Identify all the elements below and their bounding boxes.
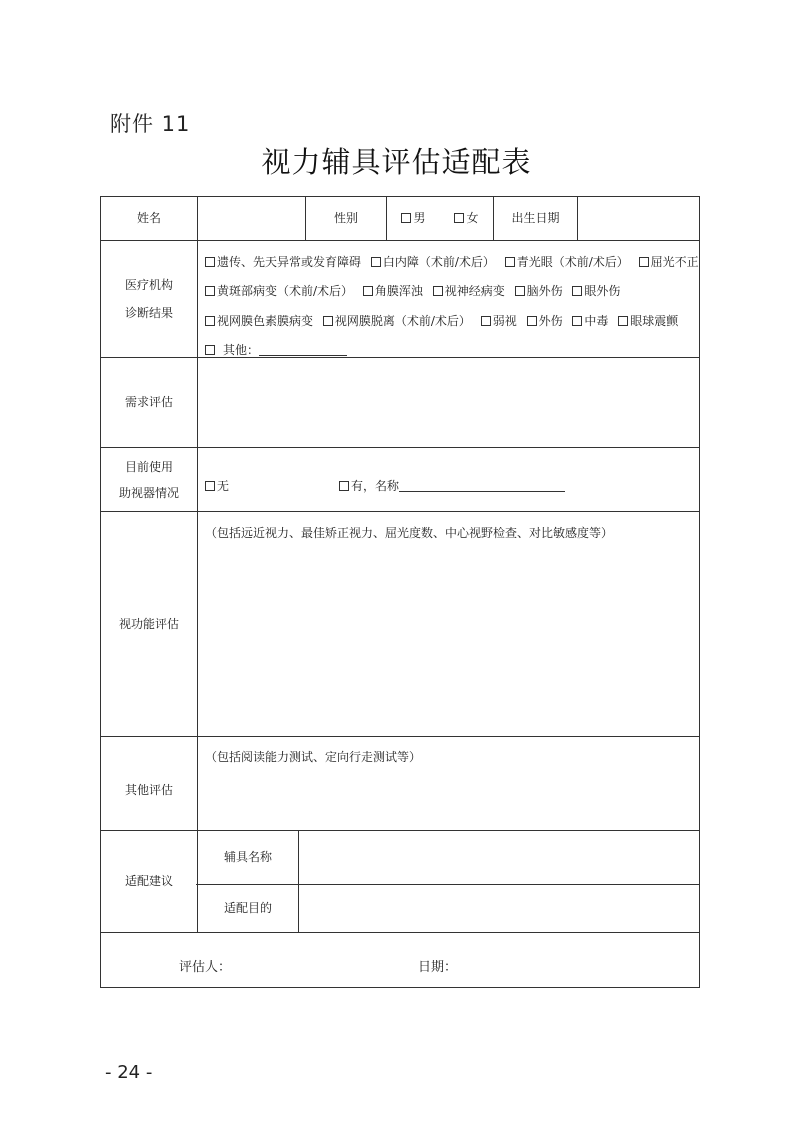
diagnosis-option[interactable]: 视网膜色素膜病变 — [205, 314, 313, 328]
checkbox-icon — [572, 316, 582, 326]
diagnosis-option[interactable]: 眼球震颤 — [618, 314, 678, 328]
diagnosis-option[interactable]: 中毒 — [572, 314, 608, 328]
checkbox-icon — [572, 286, 582, 296]
other-label: 其他： — [223, 343, 260, 357]
female-option[interactable] — [454, 207, 478, 230]
checkbox-icon — [205, 316, 215, 326]
col-divider — [197, 197, 198, 932]
checkbox-icon — [363, 286, 373, 296]
checkbox-icon — [205, 481, 215, 491]
checkbox-icon — [401, 213, 411, 223]
needs-label: 需求评估 — [124, 395, 173, 409]
name-field[interactable] — [198, 197, 305, 240]
checkbox-icon — [433, 286, 443, 296]
aid-name-label: 辅具名称 — [223, 850, 272, 864]
female-label: 女 — [466, 211, 479, 225]
needs-field[interactable] — [198, 358, 699, 447]
aid-name-line[interactable] — [399, 480, 565, 492]
checkbox-icon — [618, 316, 628, 326]
gender-options — [387, 197, 493, 240]
checkbox-icon — [515, 286, 525, 296]
checkbox-icon — [505, 257, 515, 267]
assessment-form — [100, 196, 700, 988]
checkbox-icon — [481, 316, 491, 326]
diagnosis-option[interactable]: 青光眼（术前/术后） — [505, 255, 629, 269]
assessor-label: 评估人： — [179, 960, 232, 975]
purpose-field[interactable] — [299, 885, 699, 932]
diagnosis-option[interactable]: 外伤 — [527, 314, 563, 328]
diagnosis-option[interactable]: 视网膜脱离（术前/术后） — [323, 314, 471, 328]
vision-function-label: 视功能评估 — [118, 616, 179, 631]
male-label: 男 — [413, 211, 426, 225]
page-number: - 24 - — [105, 1062, 153, 1083]
checkbox-icon — [323, 316, 333, 326]
diagnosis-option[interactable]: 脑外伤 — [515, 284, 563, 298]
current-aid-label: 目前使用 助视器情况 — [118, 459, 179, 500]
diagnosis-line-1 — [205, 253, 699, 270]
other-eval-label: 其他评估 — [124, 783, 173, 797]
current-aid-none[interactable]: 无 — [205, 477, 229, 494]
diagnosis-option[interactable]: 白内障（术前/术后） — [371, 255, 495, 269]
diagnosis-option[interactable]: 屈光不正 — [639, 255, 699, 269]
diagnosis-line-2 — [205, 282, 620, 299]
male-option[interactable] — [401, 207, 425, 230]
diagnosis-line-3 — [205, 312, 678, 329]
diagnosis-option[interactable]: 黄斑部病变（术前/术后） — [205, 284, 353, 298]
birth-date-field[interactable] — [578, 197, 699, 240]
purpose-label: 适配目的 — [223, 901, 272, 915]
diagnosis-other[interactable] — [205, 341, 347, 358]
attachment-label: 附件 11 — [110, 112, 191, 136]
checkbox-icon — [527, 316, 537, 326]
checkbox-icon — [205, 345, 215, 355]
diagnosis-option[interactable]: 遗传、先天异常或发育障碍 — [205, 255, 361, 269]
other-eval-hint: （包括阅读能力测试、定向行走测试等） — [205, 750, 422, 764]
birth-date-label: 出生日期 — [511, 211, 560, 225]
fitting-label: 适配建议 — [124, 874, 173, 888]
vision-function-hint: （包括远近视力、最佳矫正视力、屈光度数、中心视野检查、对比敏感度等） — [205, 526, 614, 540]
diagnosis-option[interactable]: 弱视 — [481, 314, 517, 328]
current-aid-yes[interactable]: 有，名称 — [339, 477, 565, 494]
date-label: 日期： — [418, 960, 458, 975]
diagnosis-option[interactable]: 眼外伤 — [572, 284, 620, 298]
diagnosis-option[interactable]: 角膜浑浊 — [363, 284, 423, 298]
checkbox-icon — [454, 213, 464, 223]
form-title: 视力辅具评估适配表 — [261, 145, 532, 179]
gender-label: 性别 — [333, 211, 358, 225]
other-input-line[interactable] — [259, 344, 347, 356]
aid-name-field[interactable] — [299, 831, 699, 884]
checkbox-icon — [205, 286, 215, 296]
checkbox-icon — [639, 257, 649, 267]
diagnosis-label: 医疗机构 诊断结果 — [124, 278, 173, 320]
diagnosis-option[interactable]: 视神经病变 — [433, 284, 505, 298]
name-label: 姓名 — [136, 211, 161, 225]
checkbox-icon — [205, 257, 215, 267]
checkbox-icon — [339, 481, 349, 491]
row-divider — [101, 932, 699, 933]
checkbox-icon — [371, 257, 381, 267]
